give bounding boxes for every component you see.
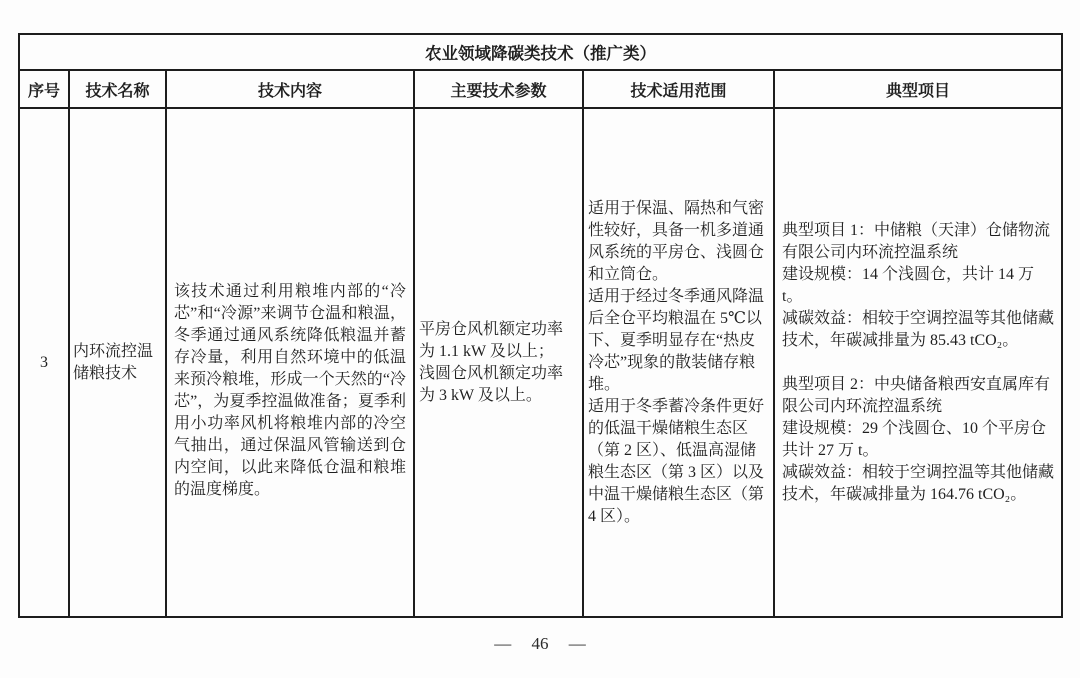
project-title: 典型项目 1：中储粮（天津）仓储物流有限公司内环流控温系统 xyxy=(782,221,1051,261)
cell-tech-name: 内环流控温储粮技术 xyxy=(69,108,166,617)
cell-typical-projects xyxy=(774,108,1062,617)
project-block-2 xyxy=(782,374,1054,506)
scope-paragraph: 适用于经过冬季通风降温后全仓平均粮温在 5℃以下、夏季明显存在“热皮冷芯”现象的散装储存粮堆。 xyxy=(588,287,765,393)
cell-serial-number: 3 xyxy=(19,108,69,617)
param-line: 平房仓风机额定功率为 1.1 kW 及以上； xyxy=(419,320,564,360)
project-block-1 xyxy=(782,220,1054,352)
page-number: — 46 — xyxy=(494,634,586,653)
cell-tech-content: 该技术通过利用粮堆内部的“冷芯”和“冷源”来调节仓温和粮温，冬季通过通风系统降低粮温并蓄存冷量，利用自然环境中的低温来预冷粮堆，形成一个天然的“冷芯”，为夏季控温做准备；夏季利用小功率风机将粮堆内部的冷空气抽出，通过保温风管输送到仓内空间，以此来降低仓温和粮堆的温度梯度。 xyxy=(166,108,414,617)
cell-tech-params xyxy=(414,108,583,617)
project-title: 典型项目 2：中央储备粮西安直属库有限公司内环流控温系统 xyxy=(782,375,1051,415)
cell-application-scope xyxy=(583,108,774,617)
col-header-tech-name: 技术名称 xyxy=(69,70,166,108)
project-scale: 建设规模：14 个浅圆仓，共计 14 万 t。 xyxy=(782,265,1035,305)
table-title-row xyxy=(19,34,1062,70)
table-title: 农业领域降碳类技术（推广类） xyxy=(19,34,1062,70)
project-spacer xyxy=(782,352,1054,374)
col-header-tech-params: 主要技术参数 xyxy=(414,70,583,108)
scope-paragraph: 适用于冬季蓄冷条件更好的低温干燥储粮生态区（第 2 区）、低温高湿储粮生态区（第 3 区）以及中温干燥储粮生态区（第 4 区）。 xyxy=(588,397,765,525)
table-header-row xyxy=(19,70,1062,108)
col-header-serial: 序号 xyxy=(19,70,69,108)
param-line: 浅圆仓风机额定功率为 3 kW 及以上。 xyxy=(419,364,564,404)
col-header-application-scope: 技术适用范围 xyxy=(583,70,774,108)
project-benefit: 减碳效益：相较于空调控温等其他储藏技术，年碳减排量为 164.76 tCO₂。 xyxy=(782,463,1055,503)
technology-table xyxy=(18,33,1063,618)
col-header-tech-content: 技术内容 xyxy=(166,70,414,108)
col-header-typical-projects: 典型项目 xyxy=(774,70,1062,108)
project-scale: 建设规模：29 个浅圆仓、10 个平房仓共计 27 万 t。 xyxy=(782,419,1047,459)
scope-paragraph: 适用于保温、隔热和气密性较好，具备一机多道通风系统的平房仓、浅圆仓和立筒仓。 xyxy=(588,199,765,283)
project-benefit: 减碳效益：相较于空调控温等其他储藏技术，年碳减排量为 85.43 tCO₂。 xyxy=(782,309,1055,349)
table-row xyxy=(19,108,1062,617)
